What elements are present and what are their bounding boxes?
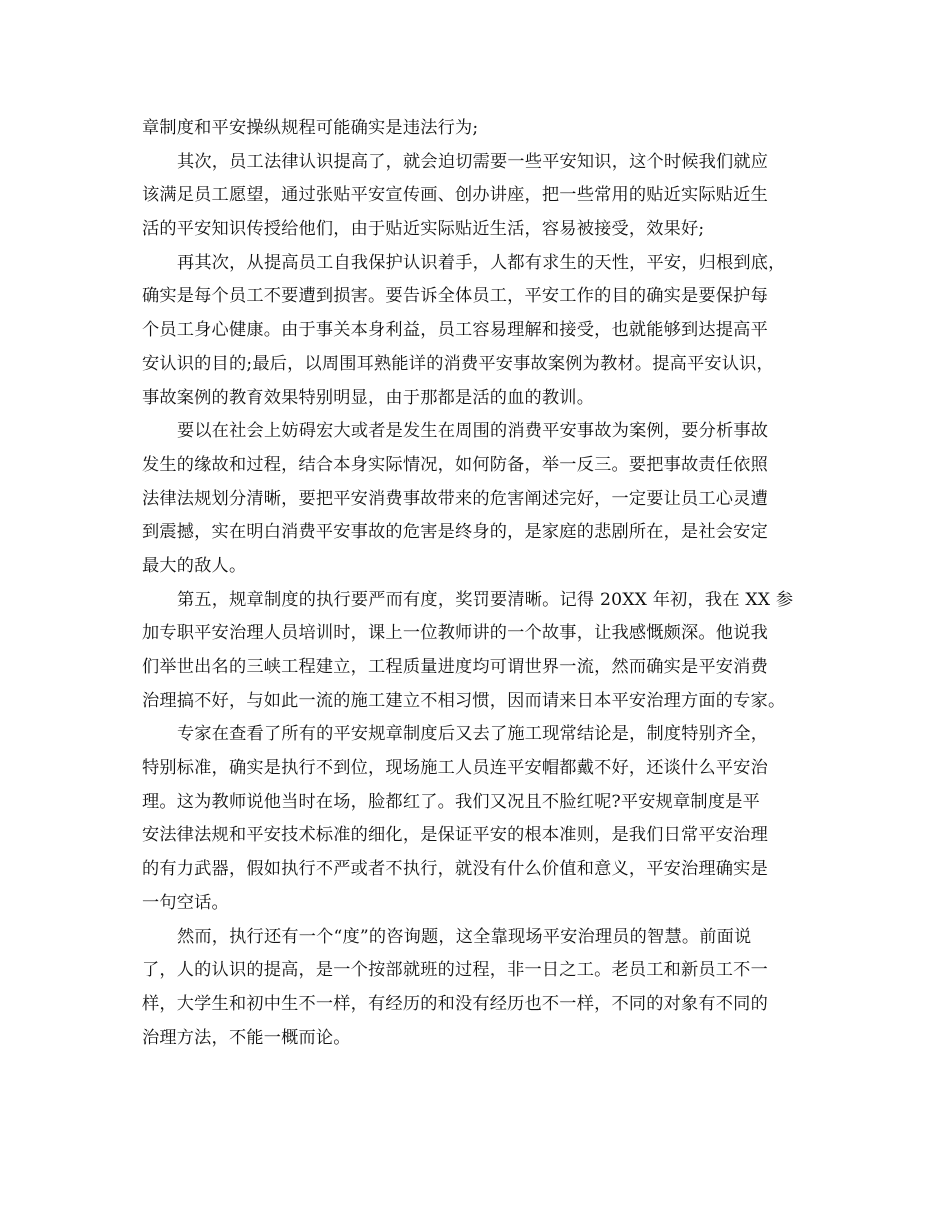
document-body [142, 112, 818, 1055]
text-line: 理。这为教师说他当时在场，脸都红了。我们又况且不脸红呢?平安规章制度是平 [142, 791, 760, 812]
text-line: 专家在查看了所有的平安规章制度后又去了施工现常结论是，制度特别齐全， [177, 724, 769, 745]
text-line: 了，人的认识的提高，是一个按部就班的过程，非一日之工。老员工和新员工不一 [142, 960, 768, 981]
text-line: 治理方法，不能一概而论。 [142, 1027, 351, 1048]
text-line: 第五，规章制度的执行要严而有度，奖罚要清晰。记得 20XX 年初，我在 XX 参 [177, 589, 794, 610]
text-line: 安认识的目的;最后，以周围耳熟能详的消费平安事故案例为教材。提高平安认识， [142, 353, 774, 374]
text-line: 一句空话。 [142, 892, 229, 913]
text-line: 治理搞不好，与如此一流的施工建立不相习惯，因而请来日本平安治理方面的专家。 [142, 690, 786, 711]
text-line: 到震撼，实在明白消费平安事故的危害是终身的，是家庭的悲剧所在，是社会安定 [142, 522, 768, 543]
text-line: 要以在社会上妨碍宏大或者是发生在周围的消费平安事故为案例，要分析事故 [177, 421, 769, 442]
text-line: 特别标准，确实是执行不到位，现场施工人员连平安帽都戴不好，还谈什么平安治 [142, 758, 768, 779]
text-line: 确实是每个员工不要遭到损害。要告诉全体员工，平安工作的目的确实是要保护每 [142, 286, 768, 307]
text-line: 发生的缘故和过程，结合本身实际情况，如何防备，举一反三。要把事故责任依照 [142, 454, 768, 475]
text-line: 们举世出名的三峡工程建立，工程质量进度均可谓世界一流，然而确实是平安消费 [142, 657, 768, 677]
text-line: 活的平安知识传授给他们，由于贴近实际贴近生活，容易被接受，效果好; [142, 219, 705, 240]
text-line: 安法律法规和平安技术标准的细化，是保证平安的根本准则，是我们日常平安治理 [142, 825, 768, 846]
text-line: 样，大学生和初中生不一样，有经历的和没有经历也不一样，不同的对象有不同的 [142, 993, 768, 1014]
text-line: 个员工身心健康。由于事关本身利益，员工容易理解和接受，也就能够到达提高平 [142, 320, 768, 341]
text-line: 章制度和平安操纵规程可能确实是违法行为; [142, 118, 479, 138]
text-line: 再其次，从提高员工自我保护认识着手，人都有求生的天性，平安，归根到底， [177, 252, 786, 273]
text-line: 加专职平安治理人员培训时，课上一位教师讲的一个故事，让我感慨颇深。他说我 [142, 623, 768, 644]
text-line: 其次，员工法律认识提高了，就会迫切需要一些平安知识，这个时候我们就应 [177, 151, 769, 172]
text-line: 事故案例的教育效果特别明显，由于那都是活的血的教训。 [142, 387, 595, 408]
text-line: 最大的敌人。 [142, 555, 247, 576]
text-line: 该满足员工愿望，通过张贴平安宣传画、创办讲座，把一些常用的贴近实际贴近生 [142, 185, 768, 206]
text-line: 法律法规划分清晰，要把平安消费事故带来的危害阐述完好，一定要让员工心灵遭 [142, 488, 768, 509]
text-line: 的有力武器，假如执行不严或者不执行，就没有什么价值和意义，平安治理确实是 [142, 859, 768, 880]
text-line: 然而，执行还有一个“度”的咨询题，这全靠现场平安治理员的智慧。前面说 [177, 926, 752, 947]
